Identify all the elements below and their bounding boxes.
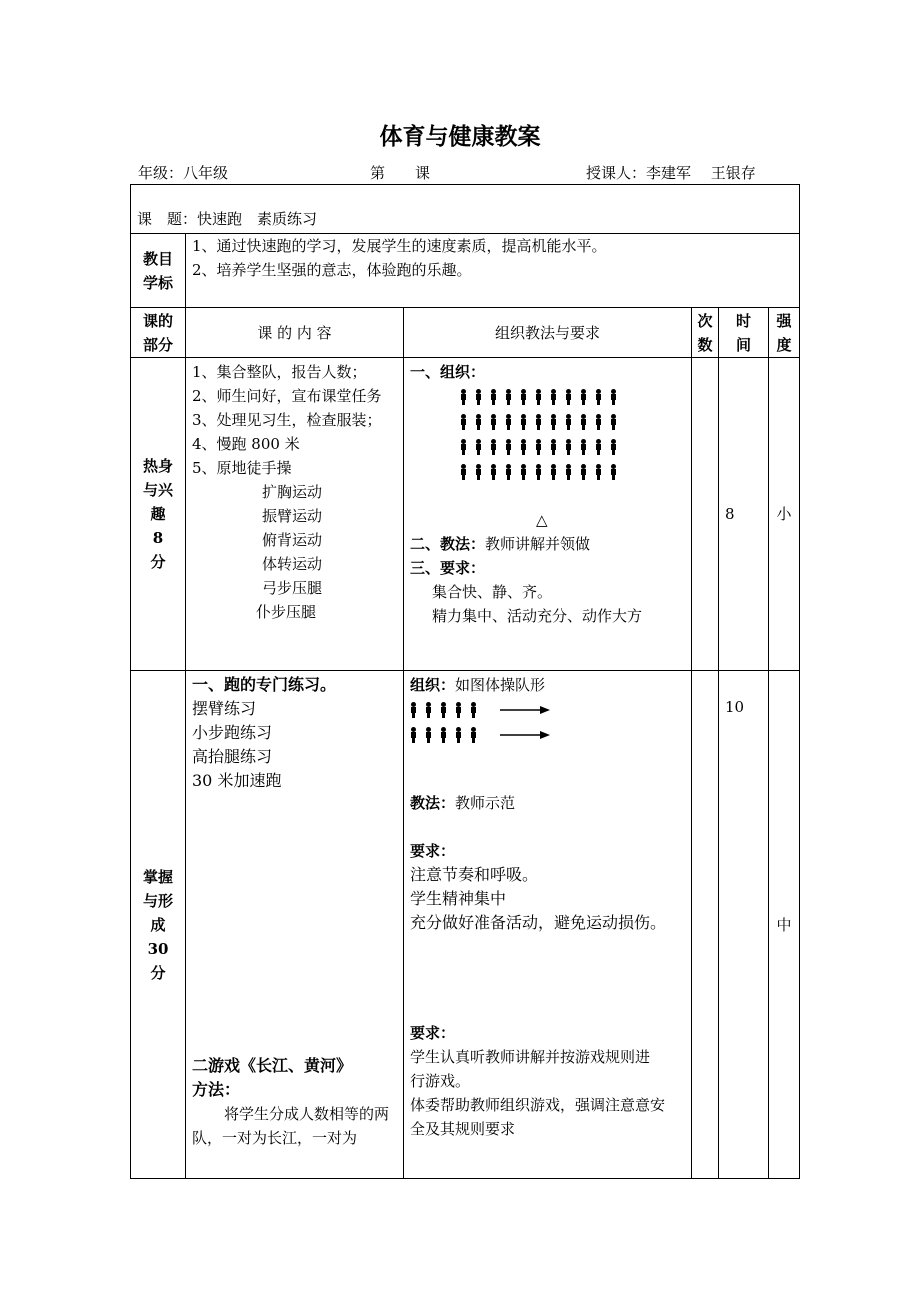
student-icon — [550, 389, 557, 405]
student-icon — [580, 464, 587, 480]
requirement-heading: 三、要求： — [410, 559, 486, 577]
warmup-label — [131, 358, 186, 671]
student-icon — [490, 464, 497, 480]
game-text: 队，一对为长江，一对为 — [192, 1129, 358, 1147]
student-icon — [470, 727, 477, 743]
header-count-line: 数 — [697, 335, 713, 354]
student-icon — [580, 439, 587, 455]
method-text: 教师讲解并领做 — [485, 535, 591, 553]
student-icon — [460, 414, 467, 430]
student-icon — [505, 439, 512, 455]
student-icon — [535, 389, 542, 405]
org-heading: 组织： — [410, 676, 456, 694]
requirement-item: 充分做好准备活动，避免运动损伤。 — [410, 913, 667, 932]
student-icon — [535, 414, 542, 430]
student-icon — [610, 439, 617, 455]
warmup-item: 3、处理见习生，检查服装； — [192, 411, 382, 429]
header-method: 组织教法与要求 — [404, 308, 692, 358]
practice-item: 摆臂练习 — [192, 699, 257, 718]
practice-item: 30 米加速跑 — [192, 771, 282, 790]
header-time-line: 时 — [735, 311, 751, 330]
student-icon — [580, 389, 587, 405]
goals-row — [131, 234, 800, 308]
exercise-item: 俯背运动 — [262, 531, 323, 549]
warmup-label-line: 8 — [152, 529, 164, 547]
master-intensity: 中 — [769, 671, 800, 1179]
student-icon — [595, 464, 602, 480]
header-content: 课 的 内 容 — [186, 308, 404, 358]
student-icon — [595, 414, 602, 430]
master-label-line: 分 — [150, 963, 166, 982]
teacher-triangle-icon: △ — [536, 511, 548, 529]
formation-row — [410, 434, 685, 459]
exercise-item: 体转运动 — [262, 555, 323, 573]
warmup-time: 8 — [719, 358, 769, 671]
goals-label-line: 教目 — [142, 249, 173, 268]
formation-row — [410, 459, 685, 484]
student-icon — [505, 414, 512, 430]
student-icon — [550, 414, 557, 430]
student-icon — [475, 389, 482, 405]
master-row — [131, 671, 800, 1179]
master-label — [131, 671, 186, 1179]
arrow-right-icon — [500, 730, 550, 740]
warmup-label-line: 热身 — [142, 457, 173, 475]
student-icon — [520, 389, 527, 405]
header-time-line: 间 — [735, 335, 751, 354]
student-icon — [580, 414, 587, 430]
student-icon — [425, 727, 432, 743]
header-intensity-line: 度 — [776, 335, 792, 354]
student-icon — [425, 702, 432, 718]
grade-label: 年级：八年级 — [138, 164, 229, 182]
header-time — [719, 308, 769, 358]
student-icon — [505, 389, 512, 405]
student-icon — [535, 464, 542, 480]
subject-row — [131, 185, 800, 234]
student-icon — [455, 702, 462, 718]
warmup-label-line: 与兴 — [142, 481, 173, 499]
student-icon — [610, 414, 617, 430]
exercise-item: 振臂运动 — [262, 507, 323, 525]
requirement-item: 体委帮助教师组织游戏，强调注意意安 — [410, 1096, 666, 1114]
student-icon — [460, 464, 467, 480]
org-text: 如图体操队形 — [455, 676, 546, 694]
master-label-line: 成 — [150, 915, 166, 934]
warmup-label-line: 趣 — [150, 505, 166, 523]
practice-item: 高抬腿练习 — [192, 747, 273, 766]
student-icon — [520, 414, 527, 430]
header-count — [692, 308, 719, 358]
master-method — [404, 671, 692, 1179]
student-icon — [440, 727, 447, 743]
master-count — [692, 671, 719, 1179]
exercise-item: 仆步压腿 — [256, 603, 317, 621]
warmup-label-line: 分 — [150, 553, 166, 571]
warmup-method — [404, 358, 692, 671]
student-icon — [470, 702, 477, 718]
subject-cell — [131, 185, 800, 234]
header-intensity-line: 强 — [776, 311, 792, 330]
warmup-row — [131, 358, 800, 671]
game-method-heading: 方法： — [192, 1080, 241, 1099]
student-icon — [505, 464, 512, 480]
method-heading: 教法： — [410, 794, 456, 812]
requirement-item: 注意节奏和呼吸。 — [410, 865, 539, 884]
goals-label-line: 学标 — [142, 273, 173, 292]
student-icon — [460, 389, 467, 405]
formation-row — [410, 384, 685, 409]
practice-item: 小步跑练习 — [192, 723, 273, 742]
student-icon — [410, 702, 417, 718]
requirement-item: 行游戏。 — [410, 1072, 471, 1090]
master-label-line: 与形 — [142, 891, 173, 910]
section-heading: 一、跑的专门练习。 — [192, 675, 337, 694]
student-icon — [475, 414, 482, 430]
student-icon — [610, 389, 617, 405]
header-intensity — [769, 308, 800, 358]
student-icon — [550, 439, 557, 455]
master-time: 10 — [719, 671, 769, 1179]
lesson-plan-table — [130, 184, 800, 1179]
org-heading: 一、组织： — [410, 363, 486, 381]
goal-item: 1、通过快速跑的学习，发展学生的速度素质，提高机能水平。 — [192, 237, 607, 255]
warmup-item: 5、原地徒手操 — [192, 459, 292, 477]
student-icon — [520, 464, 527, 480]
requirement-item: 学生认真听教师讲解并按游戏规则进 — [410, 1048, 651, 1066]
run-row — [410, 722, 685, 747]
header-count-line: 次 — [697, 311, 713, 330]
exercise-item: 扩胸运动 — [262, 483, 323, 501]
student-icon — [565, 389, 572, 405]
student-icon — [520, 439, 527, 455]
master-label-line: 30 — [147, 939, 169, 958]
requirement-item: 学生精神集中 — [410, 889, 507, 908]
run-formation-diagram — [410, 697, 685, 747]
warmup-item: 4、慢跑 800 米 — [192, 435, 300, 453]
subject-text: 课 题：快速跑 素质练习 — [137, 210, 318, 228]
student-icon — [535, 439, 542, 455]
header-part-line: 部分 — [142, 335, 173, 354]
header-part — [131, 308, 186, 358]
student-icon — [565, 414, 572, 430]
arrow-right-icon — [500, 705, 550, 715]
requirement-item: 全及其规则要求 — [410, 1120, 516, 1138]
student-icon — [490, 389, 497, 405]
game-text: 将学生分成人数相等的两 — [224, 1105, 390, 1123]
student-icon — [440, 702, 447, 718]
warmup-item: 2、师生问好，宣布课堂任务 — [192, 387, 382, 405]
warmup-count — [692, 358, 719, 671]
method-text: 教师示范 — [455, 794, 516, 812]
goals-content — [186, 234, 800, 308]
student-icon — [475, 439, 482, 455]
student-icon — [610, 464, 617, 480]
master-content — [186, 671, 404, 1179]
run-row — [410, 697, 685, 722]
master-label-line: 掌握 — [142, 867, 173, 886]
header-part-line: 课的 — [142, 311, 173, 330]
exercise-item: 弓步压腿 — [262, 579, 323, 597]
student-icon — [565, 464, 572, 480]
student-icon — [460, 439, 467, 455]
header-row — [131, 308, 800, 358]
requirement-item: 精力集中、活动充分、动作大方 — [432, 607, 643, 625]
student-icon — [490, 414, 497, 430]
student-icon — [550, 464, 557, 480]
warmup-intensity: 小 — [769, 358, 800, 671]
goal-item: 2、培养学生坚强的意志，体验跑的乐趣。 — [192, 261, 472, 279]
method-heading: 二、教法： — [410, 535, 486, 553]
student-icon — [565, 439, 572, 455]
student-icon — [455, 727, 462, 743]
teachers-label: 授课人：李建军 王银存 — [586, 164, 756, 182]
formation-diagram — [410, 384, 685, 484]
lesson-number: 第 课 — [370, 164, 431, 182]
requirement-heading: 要求： — [410, 1024, 456, 1042]
requirement-heading: 要求： — [410, 842, 456, 860]
goals-label — [131, 234, 186, 308]
warmup-content — [186, 358, 404, 671]
formation-row — [410, 409, 685, 434]
student-icon — [490, 439, 497, 455]
document-title: 体育与健康教案 — [379, 123, 541, 150]
student-icon — [410, 727, 417, 743]
game-heading: 二游戏《长江、黄河》 — [192, 1056, 353, 1075]
warmup-item: 1、集合整队，报告人数； — [192, 363, 367, 381]
student-icon — [595, 389, 602, 405]
requirement-item: 集合快、静、齐。 — [432, 583, 553, 601]
student-icon — [595, 439, 602, 455]
student-icon — [475, 464, 482, 480]
